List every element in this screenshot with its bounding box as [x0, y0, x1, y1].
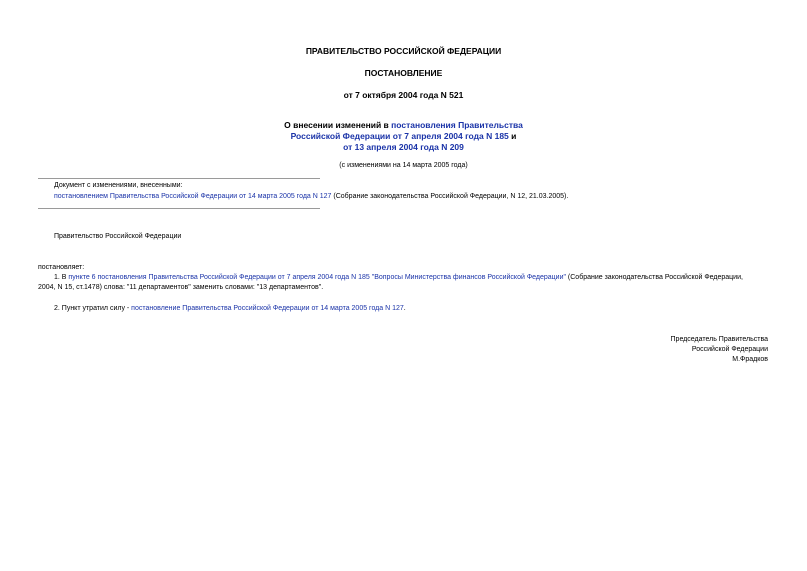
item-1-link[interactable]: пункте 6 постановления Правительства Российской Федерации от 7 апреля 2004 года N 185 "Вопросы Министерства финансов Российской Федерации" [68, 274, 566, 281]
document-title-line-1 [0, 120, 807, 130]
item-1-line-2: 2004, N 15, ст.1478) слова: "11 департаментов" заменить словами: "13 департаментов". [38, 284, 324, 291]
signature-title: Председатель Правительства [670, 336, 768, 343]
changes-label: Документ с изменениями, внесенными: [54, 182, 183, 189]
item-1-suffix: (Собрание законодательства Российской Федерации, [565, 274, 743, 281]
decrees-word: постановляет: [38, 264, 85, 271]
item-1-prefix: 1. В [54, 274, 69, 281]
document-type: ПОСТАНОВЛЕНИЕ [364, 68, 443, 78]
title-prefix: О внесении изменений в [284, 120, 392, 130]
signature-organization: Российской Федерации [691, 346, 768, 353]
title-link-decrees[interactable]: постановления Правительства [391, 120, 523, 130]
title-link-decree-209[interactable]: от 13 апреля 2004 года N 209 [343, 142, 464, 152]
signature-name: М.Фрадков [732, 356, 768, 363]
title-conjunction: и [508, 131, 517, 141]
item-1-line-1 [54, 274, 743, 281]
item-2-suffix: . [403, 305, 406, 312]
item-2-prefix: 2. Пункт утратил силу - [54, 305, 132, 312]
changes-link-decree-127[interactable]: постановлением Правительства Российской Федерации от 14 марта 2005 года N 127 [54, 193, 332, 200]
amendment-note: (с изменениями на 14 марта 2005 года) [339, 162, 468, 169]
issuer: Правительство Российской Федерации [54, 233, 182, 240]
title-link-decree-185[interactable]: Российской Федерации от 7 апреля 2004 года N 185 [290, 131, 509, 141]
item-2 [54, 305, 406, 312]
government-heading: ПРАВИТЕЛЬСТВО РОССИЙСКОЙ ФЕДЕРАЦИИ [305, 46, 502, 56]
document-date-number: от 7 октября 2004 года N 521 [343, 90, 464, 100]
document-title-line-2 [0, 131, 807, 141]
top-divider [38, 178, 320, 179]
bottom-divider [38, 208, 320, 209]
changes-source: (Собрание законодательства Российской Федерации, N 12, 21.03.2005). [331, 193, 569, 200]
item-2-link[interactable]: постановление Правительства Российской Федерации от 14 марта 2005 года N 127 [131, 305, 404, 312]
changes-entry [54, 193, 568, 200]
document-title-line-3 [0, 142, 807, 152]
